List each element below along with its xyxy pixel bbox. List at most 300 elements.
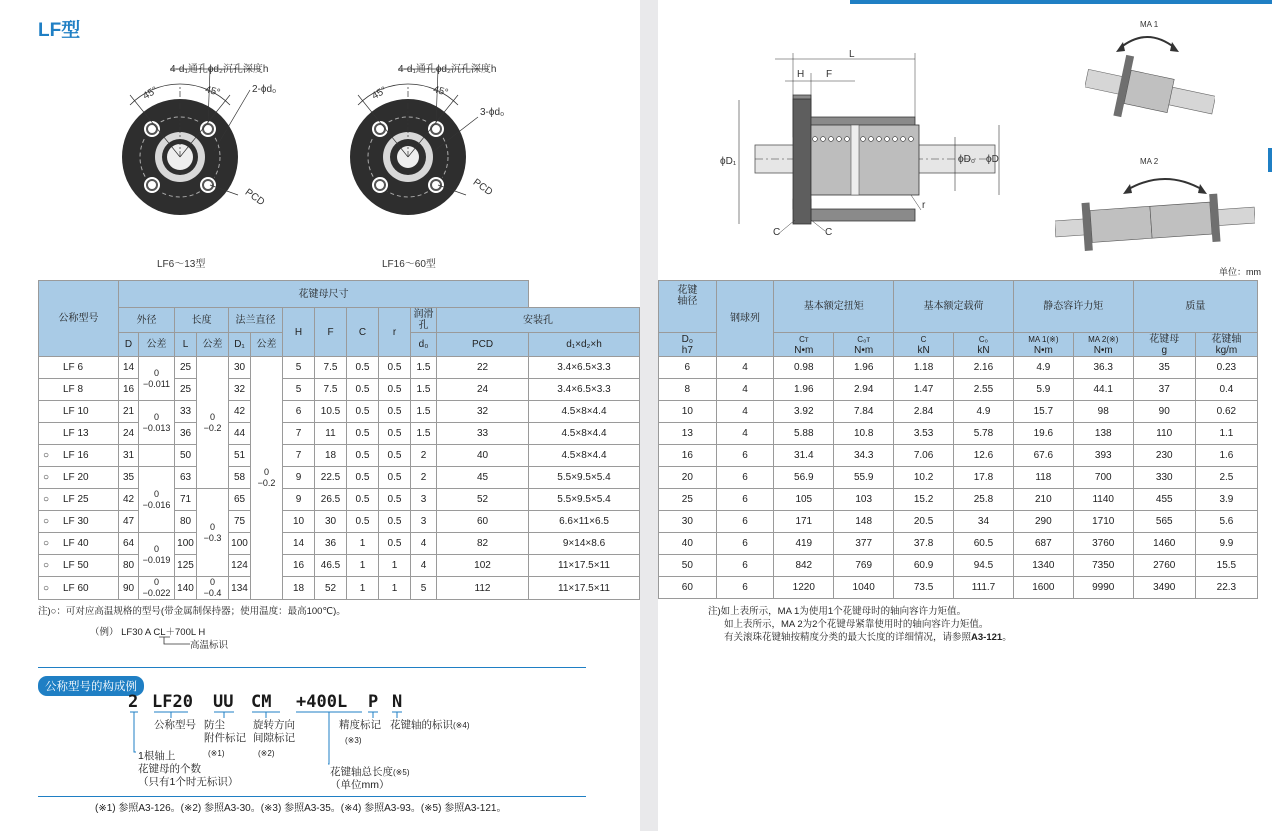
- table-cell: 1340: [1013, 555, 1073, 577]
- cell-H: 5: [283, 379, 315, 401]
- cell-holes: 6.6×11×6.5: [529, 511, 640, 533]
- table-row: [39, 555, 640, 577]
- cell-d0: 1.5: [411, 401, 437, 423]
- cell-D1: 100: [229, 533, 251, 555]
- label-length-unit: （单位mm）: [330, 779, 390, 791]
- page-title: LF型: [38, 20, 81, 41]
- cell-pcd: 32: [437, 401, 529, 423]
- table-cell: 1.1: [1195, 423, 1257, 445]
- cell-F: 36: [315, 533, 347, 555]
- cell-pcd: 52: [437, 489, 529, 511]
- cell-holes: 11×17.5×11: [529, 555, 640, 577]
- table-cell: 36.3: [1073, 357, 1133, 379]
- pcd-label-large: PCD: [470, 176, 495, 199]
- cell-pcd: 112: [437, 577, 529, 600]
- cell-D1: 30: [229, 357, 251, 379]
- cell-D1: 44: [229, 423, 251, 445]
- dimension-table: [38, 280, 640, 600]
- table-cell: 6: [716, 577, 774, 599]
- th-mount: 安装孔: [437, 308, 640, 333]
- page-edge-tab: [1268, 148, 1272, 172]
- table-cell: 22.3: [1195, 577, 1257, 599]
- cell-holes: 5.5×9.5×5.4: [529, 489, 640, 511]
- table-cell: 20: [659, 467, 717, 489]
- label-dust-ref: (※1): [208, 749, 225, 758]
- cell-d0: 1.5: [411, 423, 437, 445]
- label-rotation-ref: (※2): [258, 749, 275, 758]
- table-cell: 393: [1073, 445, 1133, 467]
- table-cell: 6: [716, 467, 774, 489]
- cell-D: 90: [119, 577, 139, 600]
- cell-C: 0.5: [347, 357, 379, 379]
- table-cell: 118: [1013, 467, 1073, 489]
- cell-pcd: 40: [437, 445, 529, 467]
- table-cell: 4.9: [1013, 357, 1073, 379]
- table-cell: 50: [659, 555, 717, 577]
- table-cell: 13: [659, 423, 717, 445]
- table-cell: 377: [834, 533, 894, 555]
- cell-D1: 65: [229, 489, 251, 511]
- cell-holes: 4.5×8×4.4: [529, 445, 640, 467]
- table-cell: 25: [659, 489, 717, 511]
- cell-D-tol: 0 −0.013: [139, 401, 175, 445]
- cell-holes: 3.4×6.5×3.3: [529, 379, 640, 401]
- cell-L: 63: [175, 467, 197, 489]
- table-row: [659, 401, 1258, 423]
- model-cell: ○ LF 25: [39, 489, 119, 511]
- cell-d0: 3: [411, 511, 437, 533]
- code-count: 2: [128, 692, 139, 712]
- cell-d0: 1.5: [411, 357, 437, 379]
- cell-H: 9: [283, 489, 315, 511]
- th-moment: 静态容许力矩: [1013, 281, 1133, 333]
- side-section-view: [715, 45, 1015, 240]
- dim-H-label: H: [797, 69, 805, 80]
- th-c0: C₀ kN: [954, 333, 1014, 357]
- ma1-label: MA 1: [1140, 20, 1159, 29]
- cell-r: 0.5: [379, 423, 411, 445]
- table-row: [39, 379, 640, 401]
- cell-D1: 32: [229, 379, 251, 401]
- composition-bottom-rule: [38, 796, 586, 797]
- th-d0-h7: D₀ h7: [659, 333, 717, 357]
- table-cell: 20.5: [894, 511, 954, 533]
- cell-L: 36: [175, 423, 197, 445]
- example-bracket: [158, 636, 192, 648]
- note-ma1: 注)如上表所示，MA 1为使用1个花键母时的轴向容许力矩值。: [708, 606, 967, 617]
- table-row: [659, 577, 1258, 599]
- th-length: 长度: [175, 308, 229, 333]
- cell-D-tol: 0 −0.019: [139, 533, 175, 577]
- dim-r-label: r: [922, 200, 926, 211]
- table-cell: 1600: [1013, 577, 1073, 599]
- table-cell: 111.7: [954, 577, 1014, 599]
- cell-r: 0.5: [379, 511, 411, 533]
- cell-H: 18: [283, 577, 315, 600]
- cell-holes: 4.5×8×4.4: [529, 423, 640, 445]
- table-cell: 15.7: [1013, 401, 1073, 423]
- cell-pcd: 45: [437, 467, 529, 489]
- ma2-label: MA 2: [1140, 157, 1159, 166]
- th-pcd: PCD: [437, 333, 529, 357]
- table-row: [659, 379, 1258, 401]
- table-row: [659, 489, 1258, 511]
- table-cell: 40: [659, 533, 717, 555]
- cell-F: 30: [315, 511, 347, 533]
- table-cell: 8: [659, 379, 717, 401]
- cell-D: 64: [119, 533, 139, 555]
- table-cell: 700: [1073, 467, 1133, 489]
- table-cell: 10: [659, 401, 717, 423]
- th-oil: 润滑孔: [411, 308, 437, 333]
- cell-C: 0.5: [347, 379, 379, 401]
- dim-F-label: F: [826, 69, 833, 80]
- cell-L: 125: [175, 555, 197, 577]
- th-D-tol: 公差: [139, 333, 175, 357]
- table-cell: 7.06: [894, 445, 954, 467]
- label-shaft-length: 花键轴总长度(※5): [330, 766, 410, 778]
- th-outer: 外径: [119, 308, 175, 333]
- table-row: [39, 489, 640, 511]
- angle-label-3: 45°: [370, 84, 389, 103]
- table-row: [659, 357, 1258, 379]
- table-cell: 1140: [1073, 489, 1133, 511]
- table-cell: 3490: [1133, 577, 1195, 599]
- cell-L-tol: 0 −0.3: [197, 489, 229, 577]
- cell-F: 18: [315, 445, 347, 467]
- cell-D: 14: [119, 357, 139, 379]
- table-cell: 6: [716, 533, 774, 555]
- cell-L-tol: 0 −0.4: [197, 577, 229, 600]
- dim-D0-label: ϕD₀: [958, 154, 975, 165]
- model-cell: ○ LF 40: [39, 533, 119, 555]
- th-D: D: [119, 333, 139, 357]
- cell-F: 22.5: [315, 467, 347, 489]
- table-cell: 138: [1073, 423, 1133, 445]
- cell-D: 35: [119, 467, 139, 489]
- table-cell: 9.9: [1195, 533, 1257, 555]
- cell-C: 0.5: [347, 423, 379, 445]
- cell-D1-tol: 0 −0.2: [251, 357, 283, 600]
- cell-pcd: 24: [437, 379, 529, 401]
- model-cell: LF 8: [39, 379, 119, 401]
- table-cell: 4.9: [954, 401, 1014, 423]
- cell-F: 10.5: [315, 401, 347, 423]
- table-cell: 105: [774, 489, 834, 511]
- cell-pcd: 82: [437, 533, 529, 555]
- model-cell: ○ LF 60: [39, 577, 119, 600]
- cell-H: 14: [283, 533, 315, 555]
- model-cell: LF 6: [39, 357, 119, 379]
- cell-holes: 9×14×8.6: [529, 533, 640, 555]
- cell-F: 7.5: [315, 357, 347, 379]
- table-cell: 230: [1133, 445, 1195, 467]
- table-cell: 60.5: [954, 533, 1014, 555]
- cell-r: 0.5: [379, 379, 411, 401]
- cell-D-tol: 0 −0.022: [139, 577, 175, 600]
- th-torque: 基本额定扭矩: [774, 281, 894, 333]
- table-cell: 67.6: [1013, 445, 1073, 467]
- cell-L: 50: [175, 445, 197, 467]
- table-cell: 30: [659, 511, 717, 533]
- table-cell: 1.18: [894, 357, 954, 379]
- table-cell: 16: [659, 445, 717, 467]
- label-dust: 防尘 附件标记: [204, 719, 246, 744]
- model-cell: ○ LF 20: [39, 467, 119, 489]
- cell-L-tol: 0 −0.2: [197, 357, 229, 489]
- large-flange-caption: LF16～60型: [382, 259, 436, 270]
- cell-F: 11: [315, 423, 347, 445]
- cell-D1: 124: [229, 555, 251, 577]
- table-cell: 7350: [1073, 555, 1133, 577]
- table-cell: 3760: [1073, 533, 1133, 555]
- table-cell: 15.2: [894, 489, 954, 511]
- cell-L: 80: [175, 511, 197, 533]
- moment-ma1-sketch: [1085, 20, 1215, 130]
- table-cell: 290: [1013, 511, 1073, 533]
- table-cell: 455: [1133, 489, 1195, 511]
- cell-F: 7.5: [315, 379, 347, 401]
- cell-D-tol: 0 −0.011: [139, 357, 175, 401]
- table-cell: 1040: [834, 577, 894, 599]
- table-cell: 44.1: [1073, 379, 1133, 401]
- small-oil-hole-label: 2-ϕd₀: [252, 84, 277, 95]
- code-shaft-mark: N: [392, 692, 403, 712]
- flange-front-view-large: [338, 55, 528, 255]
- table-cell: 210: [1013, 489, 1073, 511]
- cell-F: 52: [315, 577, 347, 600]
- table-row: [39, 423, 640, 445]
- table-cell: 2.55: [954, 379, 1014, 401]
- angle-label-4: 45°: [431, 84, 450, 99]
- table-cell: 9990: [1073, 577, 1133, 599]
- cell-D1: 51: [229, 445, 251, 467]
- th-ma2: MA 2(※) N•m: [1073, 333, 1133, 357]
- label-model: 公称型号: [154, 719, 196, 731]
- note-ma2: 如上表所示，MA 2为2个花键母紧靠使用时的轴向容许力矩值。: [724, 619, 989, 630]
- th-C: C: [347, 308, 379, 357]
- th-nut-mass: 花键母 g: [1133, 333, 1195, 357]
- cell-D: 47: [119, 511, 139, 533]
- th-flange: 法兰直径: [229, 308, 283, 333]
- cell-holes: 11×17.5×11: [529, 577, 640, 600]
- table-cell: 4: [716, 423, 774, 445]
- table-cell: 10.8: [834, 423, 894, 445]
- example-code: （例） LF30 A CL＋700L H: [90, 627, 206, 638]
- table-row: [659, 533, 1258, 555]
- table-cell: 17.8: [954, 467, 1014, 489]
- cell-holes: 4.5×8×4.4: [529, 401, 640, 423]
- composition-references: (※1) 参照A3-126。(※2) 参照A3-30。(※3) 参照A3-35。(※4) 参照A3-93。(※5) 参照A3-121。: [95, 803, 507, 814]
- cell-C: 0.5: [347, 511, 379, 533]
- cell-r: 0.5: [379, 533, 411, 555]
- table-cell: 1.96: [834, 357, 894, 379]
- label-precision: 精度标记: [339, 719, 381, 731]
- th-D1-tol: 公差: [251, 333, 283, 357]
- cell-L: 25: [175, 379, 197, 401]
- model-cell: LF 13: [39, 423, 119, 445]
- cell-D-tol: 0 −0.016: [139, 467, 175, 533]
- table-cell: 0.62: [1195, 401, 1257, 423]
- table-cell: 5.9: [1013, 379, 1073, 401]
- cell-r: 0.5: [379, 401, 411, 423]
- table-row: [659, 445, 1258, 467]
- table-cell: 7.84: [834, 401, 894, 423]
- page-top-accent: [850, 0, 1272, 4]
- th-F: F: [315, 308, 347, 357]
- table-cell: 90: [1133, 401, 1195, 423]
- note-high-temp: 注)○：可对应高温规格的型号(带金属制保持器；使用温度：最高100℃)。: [38, 606, 346, 617]
- th-shaft-mass: 花键轴 kg/m: [1195, 333, 1257, 357]
- cell-D: 31: [119, 445, 139, 467]
- table-cell: 55.9: [834, 467, 894, 489]
- cell-pcd: 22: [437, 357, 529, 379]
- page-gutter: [640, 0, 658, 831]
- th-c0t: C₀ᴛ N•m: [834, 333, 894, 357]
- cell-H: 9: [283, 467, 315, 489]
- cell-holes: 3.4×6.5×3.3: [529, 357, 640, 379]
- table-cell: 842: [774, 555, 834, 577]
- cell-H: 16: [283, 555, 315, 577]
- table-row: [39, 511, 640, 533]
- cell-D: 80: [119, 555, 139, 577]
- cell-D1: 75: [229, 511, 251, 533]
- cell-pcd: 102: [437, 555, 529, 577]
- cell-C: 0.5: [347, 401, 379, 423]
- table-cell: 419: [774, 533, 834, 555]
- cell-C: 1: [347, 533, 379, 555]
- cell-D1: 58: [229, 467, 251, 489]
- table-cell: 73.5: [894, 577, 954, 599]
- cell-D: 42: [119, 489, 139, 511]
- table-cell: 5.6: [1195, 511, 1257, 533]
- cell-H: 10: [283, 511, 315, 533]
- table-cell: 5.78: [954, 423, 1014, 445]
- composition-title: 公称型号的构成例: [38, 676, 144, 696]
- cell-H: 7: [283, 445, 315, 467]
- large-oil-hole-label: 3-ϕd₀: [480, 107, 505, 118]
- cell-pcd: 33: [437, 423, 529, 445]
- th-d0: d₀: [411, 333, 437, 357]
- table-row: [39, 533, 640, 555]
- table-cell: 19.6: [1013, 423, 1073, 445]
- th-ct: Cᴛ N•m: [774, 333, 834, 357]
- table-cell: 687: [1013, 533, 1073, 555]
- table-cell: 4: [716, 379, 774, 401]
- cell-L: 33: [175, 401, 197, 423]
- table-row: [39, 467, 640, 489]
- dim-C-label-2: C: [825, 227, 833, 238]
- table-row: [659, 423, 1258, 445]
- table-cell: 5.88: [774, 423, 834, 445]
- table-cell: 3.92: [774, 401, 834, 423]
- th-D1: D₁: [229, 333, 251, 357]
- table-cell: 1220: [774, 577, 834, 599]
- code-model: LF20: [152, 692, 193, 712]
- model-cell: LF 10: [39, 401, 119, 423]
- table-cell: 34.3: [834, 445, 894, 467]
- table-row: [659, 511, 1258, 533]
- th-mass: 质量: [1133, 281, 1257, 333]
- table-cell: 1.96: [774, 379, 834, 401]
- table-cell: 37: [1133, 379, 1195, 401]
- dim-L-label: L: [849, 49, 855, 60]
- cell-D1: 42: [229, 401, 251, 423]
- th-L: L: [175, 333, 197, 357]
- cell-r: 0.5: [379, 445, 411, 467]
- cell-C: 1: [347, 577, 379, 600]
- angle-label-1: 45°: [141, 84, 160, 103]
- cell-d0: 1.5: [411, 379, 437, 401]
- table-cell: 1.6: [1195, 445, 1257, 467]
- example-label: 高温标识: [190, 640, 229, 651]
- table-cell: 94.5: [954, 555, 1014, 577]
- cell-H: 5: [283, 357, 315, 379]
- cell-r: 1: [379, 577, 411, 600]
- unit-label: 单位：mm: [1219, 267, 1261, 277]
- table-cell: 0.4: [1195, 379, 1257, 401]
- table-cell: 148: [834, 511, 894, 533]
- note-max-length: 有关滚珠花键轴按精度分类的最大长度的详细情况，请参照A3-121。: [724, 632, 1012, 643]
- table-cell: 2.5: [1195, 467, 1257, 489]
- table-cell: 1.47: [894, 379, 954, 401]
- composition-top-rule: [38, 667, 586, 668]
- cell-r: 0.5: [379, 467, 411, 489]
- dim-D-label: ϕD: [986, 154, 999, 165]
- cell-D-tol: [139, 445, 175, 467]
- cell-C: 0.5: [347, 467, 379, 489]
- table-cell: 98: [1073, 401, 1133, 423]
- table-row: [39, 357, 640, 379]
- table-cell: 60.9: [894, 555, 954, 577]
- table-cell: 35: [1133, 357, 1195, 379]
- cell-d0: 2: [411, 445, 437, 467]
- table-cell: 56.9: [774, 467, 834, 489]
- cell-d0: 2: [411, 467, 437, 489]
- table-cell: 2760: [1133, 555, 1195, 577]
- model-cell: ○ LF 30: [39, 511, 119, 533]
- table-row: [659, 467, 1258, 489]
- table-row: [39, 445, 640, 467]
- cell-L: 100: [175, 533, 197, 555]
- table-cell: 15.5: [1195, 555, 1257, 577]
- label-rotation: 旋转方向 间隙标记: [253, 719, 295, 744]
- cell-H: 6: [283, 401, 315, 423]
- small-flange-caption: LF6～13型: [157, 259, 206, 270]
- th-model: 公称型号: [39, 281, 119, 357]
- table-cell: 37.8: [894, 533, 954, 555]
- code-precision: P: [368, 692, 379, 712]
- table-cell: 565: [1133, 511, 1195, 533]
- code-dust: UU: [213, 692, 234, 712]
- cell-d0: 5: [411, 577, 437, 600]
- dim-D1-label: ϕD₁: [720, 156, 737, 167]
- code-length: +400L: [296, 692, 348, 712]
- table-cell: 171: [774, 511, 834, 533]
- table-cell: 2.16: [954, 357, 1014, 379]
- th-H: H: [283, 308, 315, 357]
- table-cell: 3.9: [1195, 489, 1257, 511]
- table-cell: 31.4: [774, 445, 834, 467]
- table-cell: 103: [834, 489, 894, 511]
- table-cell: 6: [716, 489, 774, 511]
- table-cell: 10.2: [894, 467, 954, 489]
- small-hole-spec-label: 4-d₁通孔ϕd₂沉孔深度h: [170, 64, 269, 75]
- table-cell: 0.23: [1195, 357, 1257, 379]
- th-ma1: MA 1(※) N•m: [1013, 333, 1073, 357]
- table-cell: 6: [659, 357, 717, 379]
- model-cell: ○ LF 16: [39, 445, 119, 467]
